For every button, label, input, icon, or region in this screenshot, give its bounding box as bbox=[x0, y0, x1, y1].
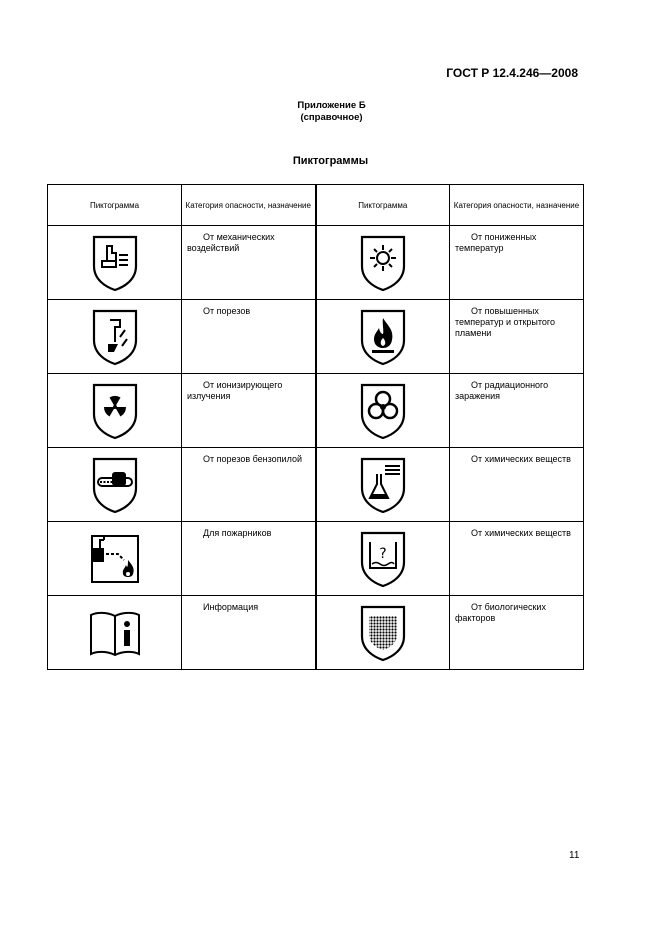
pictogram-cell bbox=[316, 522, 450, 596]
category-cell: От биологических факторов bbox=[450, 596, 584, 670]
table-row bbox=[48, 522, 584, 596]
low-temperature-shield-icon bbox=[358, 234, 408, 292]
section-title: Пиктограммы bbox=[292, 155, 369, 167]
annex-subtitle: (справочное) bbox=[300, 112, 363, 123]
category-cell: От механических воздействий bbox=[182, 226, 316, 300]
chemical-flask-shield-icon bbox=[358, 456, 408, 514]
category-cell: От порезов бензопилой bbox=[182, 448, 316, 522]
pictogram-cell bbox=[48, 448, 182, 522]
pictogram-cell bbox=[316, 374, 450, 448]
category-cell: От ионизирующего излучения bbox=[182, 374, 316, 448]
category-cell: От пониженных температур bbox=[450, 226, 584, 300]
cut-protection-shield-icon bbox=[90, 308, 140, 366]
firefighter-icon bbox=[88, 530, 142, 588]
pictogram-cell bbox=[316, 596, 450, 670]
svg-text:?: ? bbox=[379, 545, 387, 562]
chainsaw-shield-icon bbox=[90, 456, 140, 514]
header-category: Категория опасности, назначение bbox=[182, 185, 316, 226]
page-number: 11 bbox=[569, 850, 580, 861]
heat-flame-shield-icon bbox=[358, 308, 408, 366]
category-cell: Информация bbox=[182, 596, 316, 670]
category-cell: От химических веществ bbox=[450, 522, 584, 596]
ionizing-radiation-shield-icon bbox=[90, 382, 140, 440]
header-pictogram: Пиктограмма bbox=[48, 185, 182, 226]
category-cell: Для пожарников bbox=[182, 522, 316, 596]
header-category: Категория опасности, назначение bbox=[450, 185, 584, 226]
standard-number: ГОСТ Р 12.4.246—2008 bbox=[446, 66, 578, 80]
radioactive-contamination-shield-icon bbox=[358, 382, 408, 440]
table-row bbox=[48, 596, 584, 670]
category-cell: От повышенных температур и открытого пламени bbox=[450, 300, 584, 374]
category-cell: От химических веществ bbox=[450, 448, 584, 522]
pictogram-cell bbox=[316, 448, 450, 522]
pictogram-cell bbox=[48, 522, 182, 596]
table-row bbox=[48, 374, 584, 448]
pictogram-cell bbox=[48, 596, 182, 670]
pictogram-cell bbox=[316, 226, 450, 300]
annex-heading bbox=[0, 100, 661, 124]
pictogram-cell bbox=[48, 226, 182, 300]
mechanical-impact-shield-icon bbox=[90, 234, 140, 292]
table-row bbox=[48, 226, 584, 300]
table-row bbox=[48, 300, 584, 374]
table-row bbox=[48, 448, 584, 522]
category-cell: От порезов bbox=[182, 300, 316, 374]
biological-shield-icon bbox=[358, 604, 408, 662]
pictogram-cell bbox=[48, 300, 182, 374]
category-cell: От радиационного заражения bbox=[450, 374, 584, 448]
chemical-beaker-shield-icon bbox=[358, 530, 408, 588]
pictogram-cell bbox=[316, 300, 450, 374]
annex-title: Приложение Б bbox=[297, 100, 366, 111]
header-pictogram: Пиктограмма bbox=[316, 185, 450, 226]
pictogram-table bbox=[47, 184, 584, 670]
table-header-row bbox=[48, 185, 584, 226]
pictogram-cell bbox=[48, 374, 182, 448]
information-book-icon bbox=[87, 606, 143, 660]
